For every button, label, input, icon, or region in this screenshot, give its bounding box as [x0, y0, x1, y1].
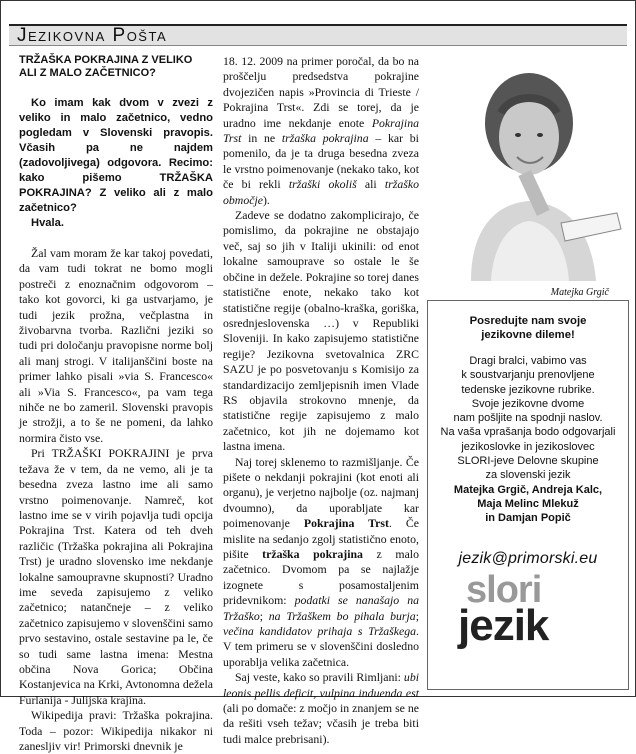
answer-paragraph: 18. 12. 2009 na primer poročal, da bo na proščelju predsedstva pokrajine dvojezičen napis »Provincia di Trieste / Pokrajina Trst«. Zdi se torej, da je uradno ime nekdanje enote Pokrajina Trst in ne tržaška pokrajina – kar bi pomenilo, da je ta druga besedna zveza le vrstno poimenovanje (nekako tako, kot če bi rekli tržaški okoliš ali tržaško območje). — [223, 54, 419, 207]
box-names: Matejka Grgič, Andreja Kalc, Maja Melinc Mlekuž in Damjan Popič — [453, 483, 603, 525]
column-left — [19, 54, 213, 754]
answer-paragraph: Žal vam moram že kar takoj povedati, da vam tudi tokrat ne bomo mogli postreči z enoznačnim odgovorom – tako kot govorci, ki ga ustvarjamo, je tudi jezik prožna, večplastna in živobarvna tvorba. Različni jeziki so tudi pri določanju pravopisne norme bolj ali manj strogi. V italijanščini boste na primer lahko pisali »via S. Francesco« ali »Via S. Francesco«, pa vam tega nihče ne bo zameril. Slovenski pravopis je strožji, a to še ne pomeni, da lahko normira čisto vse. — [19, 246, 213, 445]
reader-question: Ko imam kak dvom v zvezi z veliko in malo začetnico, vedno pogledam v Slovenski pravopis. Včasih pa ne najdem (zadovoljivega) odgovora. Recimo: kako pišemo TRŽAŠKA POKRAJINA? Z veliko ali z malo začetnico? — [19, 97, 213, 214]
column-middle — [223, 54, 419, 747]
answer-paragraph: Saj veste, kako so pravili Rimljani: ubi leonis pellis deficit, vulpina induenda est (ali po domače: z močjo in znanjem se ne da rešiti vseh težav; včasih je treba biti tudi malce prebrisani). — [223, 670, 419, 746]
call-to-action-box — [427, 300, 629, 690]
reader-thanks: Hvala. — [31, 217, 64, 229]
masthead — [9, 24, 627, 46]
answer-paragraph: Pri TRŽAŠKI POKRAJINI je prva težava že v tem, da ne vemo, ali je ta besedna zveza lastno ime ali samo vrstno poimenovanje. Namreč, kot lastno ime se v virih pojavlja tudi opcija Pokrajina Trst. Katera od teh dveh različic (Tržaška pokrajina ali Pokrajina Trst) je uradno slovensko ime nekdanje lokalne samoupravne skupnosti? Uradno ime seveda zapisujemo z veliko začetnico; natančneje – z veliko začetnico zapisujemo v slovenščini samo prvo sestavino, ostale sestavine pa le, če so tudi same lastna imena: Mestna občina Nova Gorica; Občina Kostanjevica na Krki, Avtonomna dežela Furlanija - Julijska krajina. — [19, 446, 213, 707]
headline: TRŽAŠKA POKRAJINA Z VELIKO ALI Z MALO ZAČETNICO? — [19, 54, 193, 79]
contact-email[interactable]: jezik@primorski.eu — [458, 549, 598, 567]
masthead-title: Jezikovna Pošta — [17, 25, 168, 46]
answer-paragraph: Naj torej sklenemo to razmišljanje. Če pišete o nekdanji pokrajini (kot enoti ali organu), je verjetno najbolje (oz. najmanj dvoumno), da uporabljate kar poimenovanje Pokrajina Trst. Če mislite na sedanjo zgolj statistično enoto, pišite tržaška pokrajina z malo začetnico. Dvomom pa se najlažje izognete s posamostaljenim pridevnikom: podatki se nanašajo na Tržaško; na Tržaškem bo pihala burja; večina kandidatov prihaja s Tržaškega. V tem primeru se v slovenščini dosledno uporablja velika začetnica. — [223, 454, 420, 669]
slori-logo: slori jezik — [458, 569, 549, 650]
photo-caption: Matejka Grgič — [550, 287, 609, 298]
answer-paragraph: Wikipedija pravi: Tržaška pokrajina. Toda – pozor: Wikipedija nikakor ni zanesljiv vir! Primorski dnevnik je — [19, 708, 213, 753]
box-body: Dragi bralci, vabimo vas k soustvarjanju prenovljene tedenske jezikovne rubrike. Svoje jezikovne dvome nam pošljite na spodnji naslov. Na vaša vprašanja bodo odgovarjali jezikoslovke in jezikoslovec SLORI-jeve Delovne skupine za slovenski jezik — [440, 355, 616, 482]
answer-paragraph: Zadeve se dodatno zakomplicirajo, če pomislimo, da pokrajine ne obstajajo več, saj so jih v Italiji ukinili: od enot lokalne samouprave so ostale le še občine in dežele. Pokrajine so torej danes statistične enote, nekako tako kot statistične regije (obalno-kraška, goriška, osrednjeslovenska …) v Republiki Sloveniji. In kako zapisujemo statistične regije? Jezikovna svetovalnica ZRC SAZU je po posvetovanju s Komisijo za standardizacijo zemljepisnih imen Vlade RS objavila strokovno mnenje, da statistične regije zapisujemo z malo začetnico, kot jih ne dojemamo kot lastna imena. — [223, 208, 419, 454]
author-photo — [431, 53, 627, 281]
box-heading: Posredujte nam svoje jezikovne dileme! — [469, 315, 587, 341]
